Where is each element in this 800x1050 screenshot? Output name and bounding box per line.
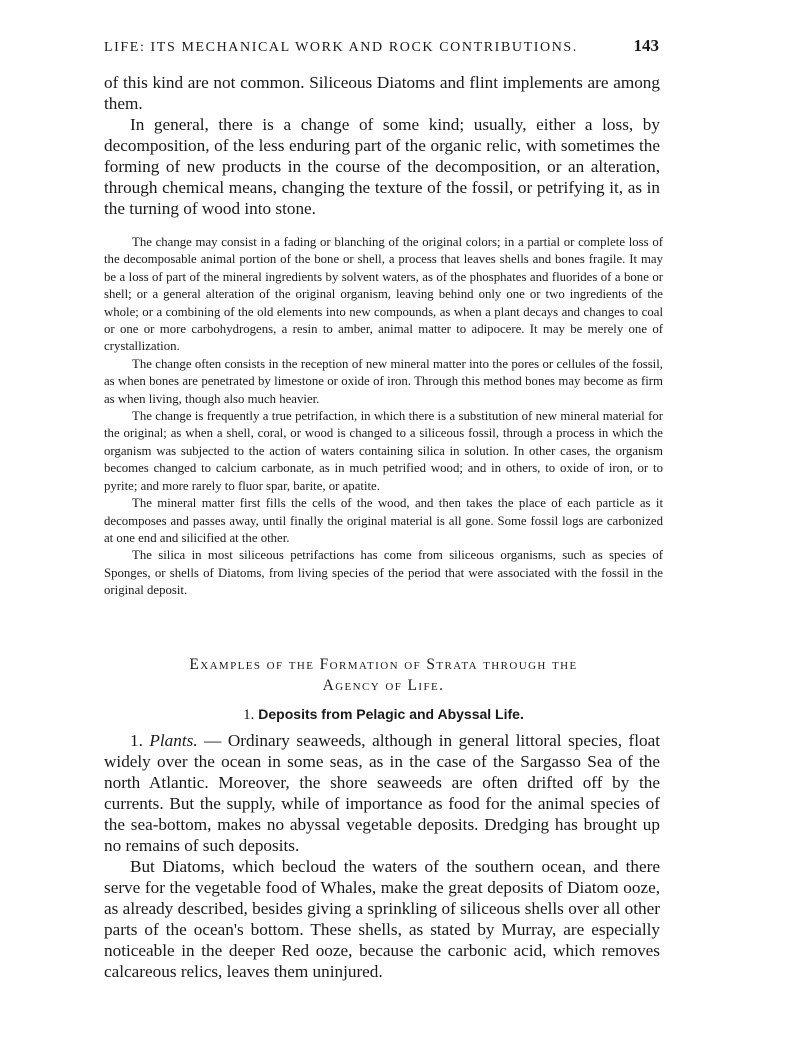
plants-text-block — [104, 730, 660, 982]
running-title: LIFE: ITS MECHANICAL WORK AND ROCK CONTRIBUTIONS. — [104, 40, 578, 55]
section-heading-line1: Examples of the Formation of Strata through the — [189, 656, 578, 673]
subsection-title: Deposits from Pelagic and Abyssal Life. — [258, 706, 524, 722]
page-number: 143 — [633, 36, 659, 55]
small-print-notes — [104, 234, 663, 600]
opening-text-block — [104, 72, 660, 219]
subsection-heading — [104, 704, 663, 725]
note-paragraph-mineral-reception: The change often consists in the reception of new mineral matter into the pores or cellules of the fossil, as when bones are penetrated by limestone or oxide of iron. Through this method bones may become as firm as when living, though also much heavier. — [104, 356, 663, 406]
paragraph-continuation: of this kind are not common. Siliceous Diatoms and flint implements are among them. — [104, 73, 660, 113]
section-heading-line2: Agency of Life. — [322, 677, 445, 694]
running-head — [104, 36, 659, 56]
plants-number: 1. — [130, 731, 150, 750]
note-paragraph-silica-source: The silica in most siliceous petrifactions has come from siliceous organisms, such as species of Sponges, or shells of Diatoms, from living species of the period that were associated with the fossil in the original deposit. — [104, 548, 663, 598]
paragraph-general-change: In general, there is a change of some kind; usually, either a loss, by decomposition, of the less enduring part of the organic relic, with sometimes the forming of new products in the course of the decomposition, or an alteration, through chemical means, changing the texture of the fossil, or petrifying it, as in the turning of wood into stone. — [104, 115, 660, 218]
note-paragraph-wood-cells: The mineral matter first fills the cells of the wood, and then takes the place of each particle as it decomposes and passes away, until finally the original material is all gone. Some fossil logs are carbonized at one end and silicified at the other. — [104, 496, 663, 545]
subsection-number: 1. — [243, 707, 255, 723]
plants-runin-heading: Plants. — [149, 731, 198, 750]
paragraph-plants — [104, 730, 660, 856]
note-paragraph-petrifaction: The change is frequently a true petrifaction, in which there is a substitution of new mineral material for the original; as when a shell, coral, or wood is changed to a siliceous fossil, through a process in which the organism was subjected to the action of waters containing silica in solution. In other cases, the organism becomes changed to calcium carbonate, as in much petrified wood; and in others, to oxide of iron, or to pyrite; and more rarely to fluor spar, barite, or apatite. — [104, 409, 663, 493]
note-paragraph-change-kinds: The change may consist in a fading or blanching of the original colors; in a partial or complete loss of the decomposable animal portion of the bone or shell, a process that leaves shells and bones fragile. It may be a loss of part of the mineral ingredients by solvent waters, as of the phosphates and fluorides of a bone or shell; or a general alteration of the original organism, leaving behind only one or two ingredients of the whole; or a combining of the old elements into new compounds, as when a plant decays and changes to coal or one or more carbohydrogens, a resin to amber, animal matter to adipocere. It may be merely one of crystallization. — [104, 235, 663, 354]
section-heading — [104, 654, 663, 696]
plants-body: — Ordinary seaweeds, although in general littoral species, float widely over the ocean in some seas, as in the case of the Sargasso Sea of the north Atlantic. Moreover, the shore seaweeds are often drifted off by the currents. But the supply, while of importance as food for the animal species of the sea-bottom, makes no abyssal vegetable deposits. Dredging has brought up no remains of such deposits. — [104, 731, 661, 855]
paragraph-diatoms: But Diatoms, which becloud the waters of the southern ocean, and there serve for the vegetable food of Whales, make the great deposits of Diatom ooze, as already described, besides giving a sprinkling of siliceous shells over all other parts of the ocean's bottom. These shells, as stated by Murray, are especially noticeable in the deeper Red ooze, because the carbonic acid, which removes calcareous relics, leaves them uninjured. — [104, 857, 660, 981]
